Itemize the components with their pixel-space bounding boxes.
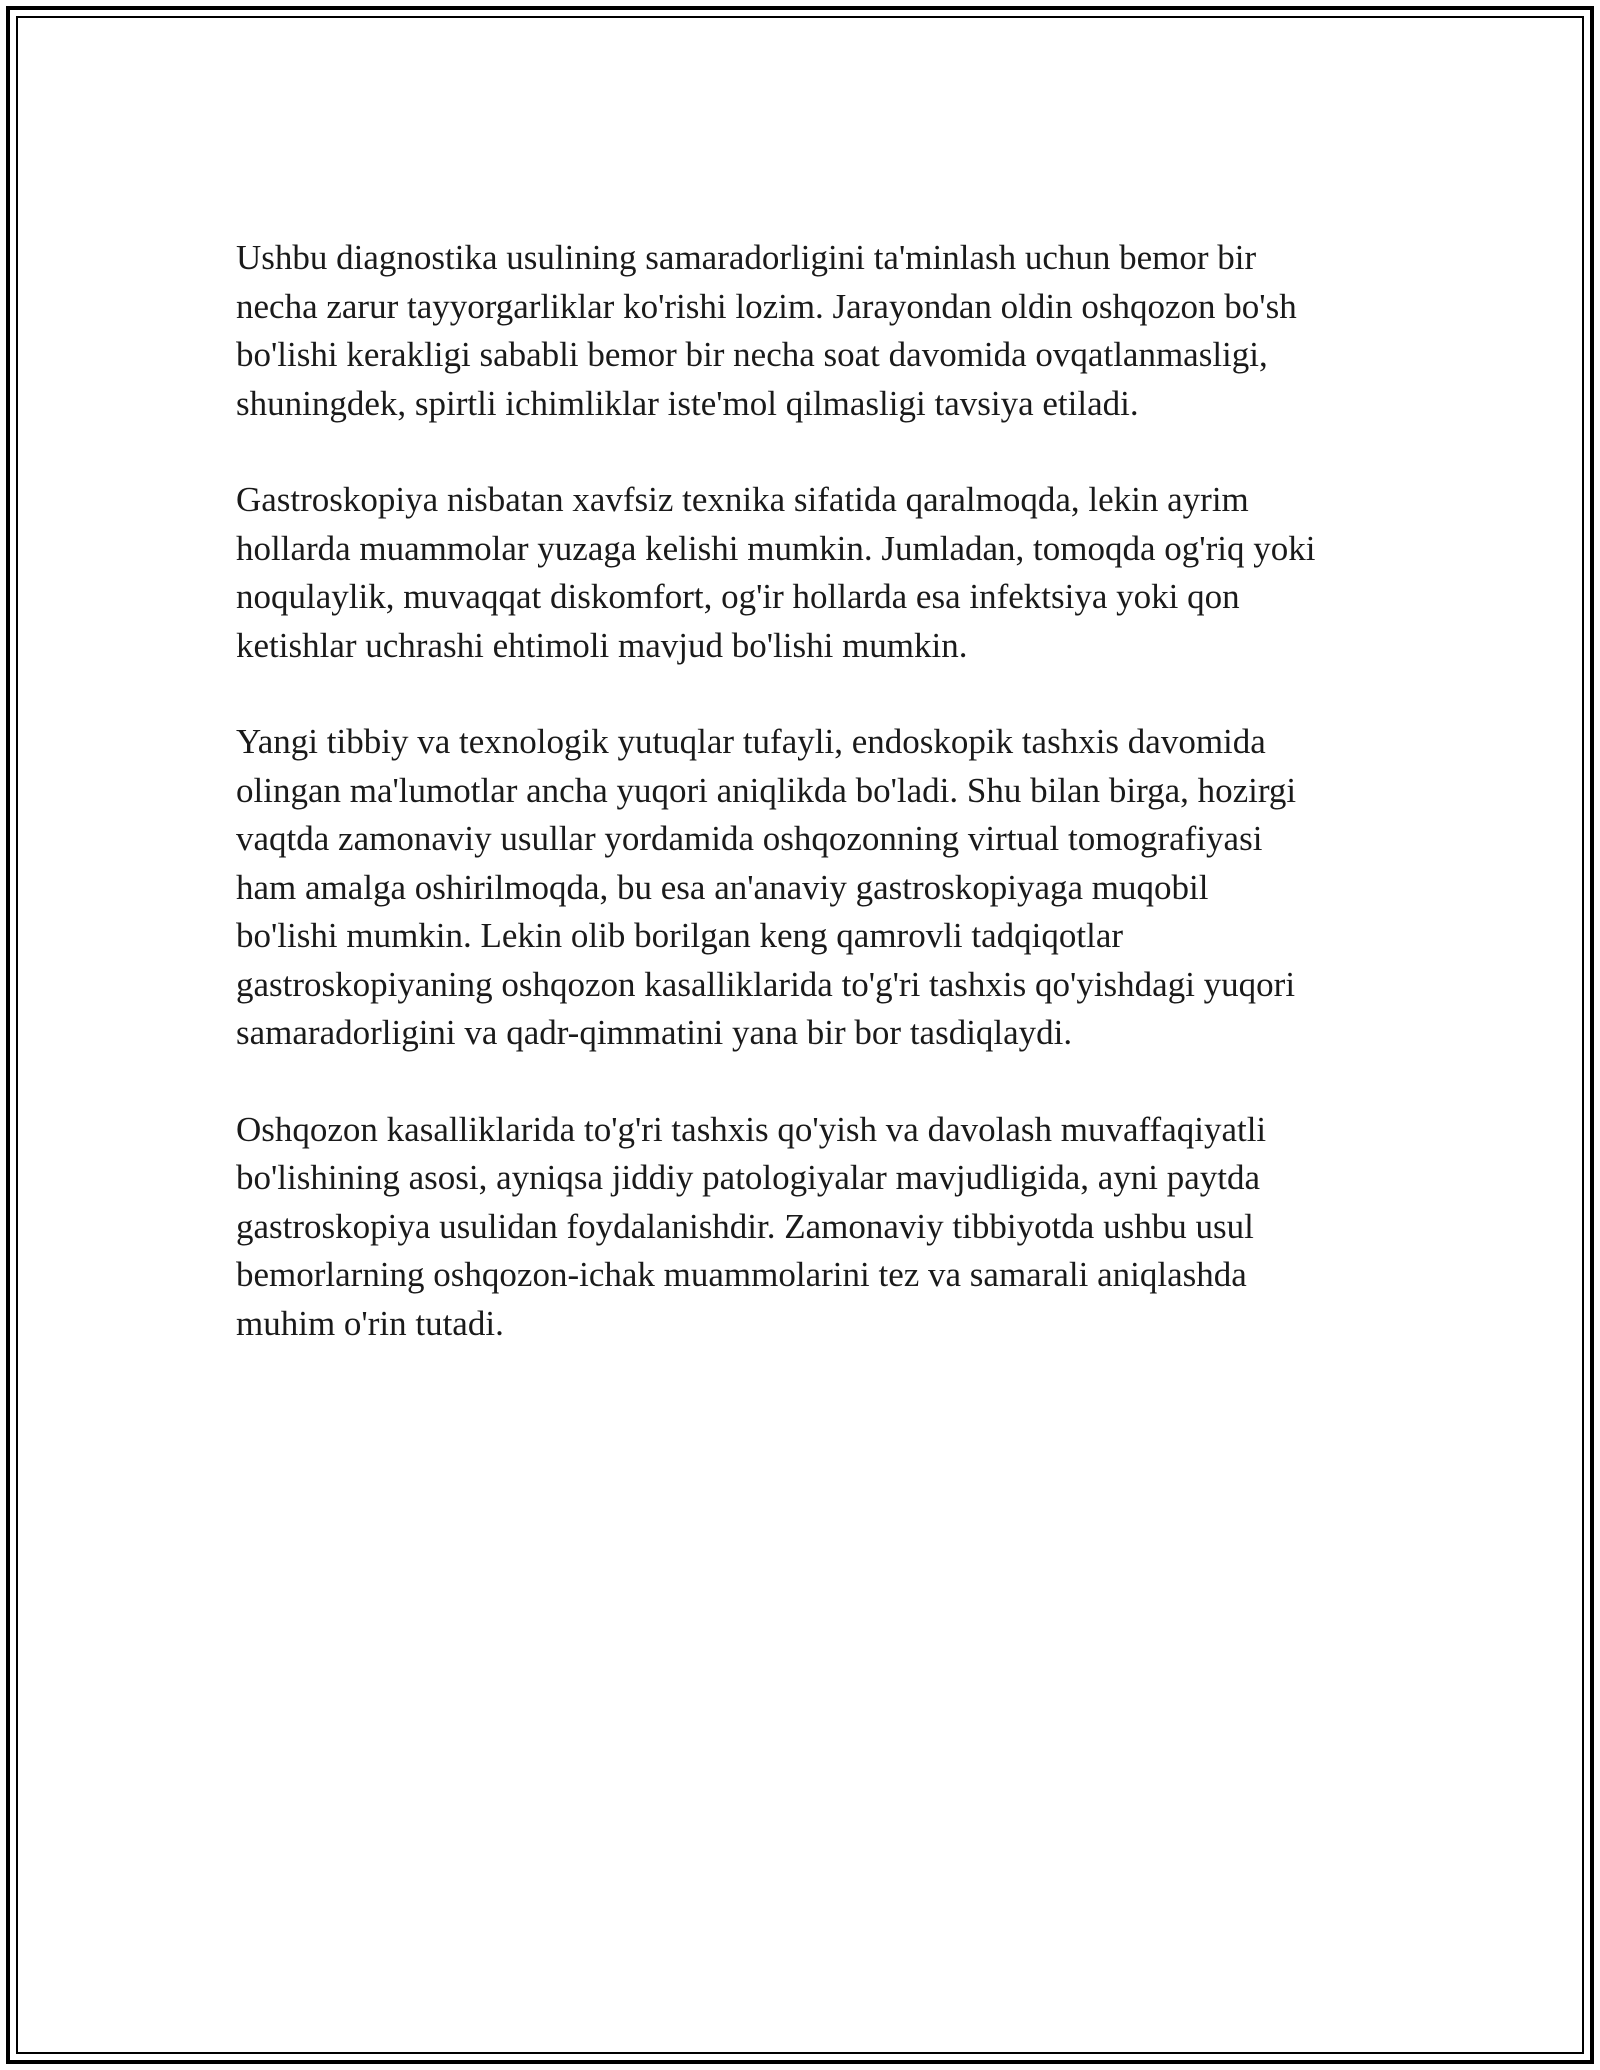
paragraph-advances: Yangi tibbiy va texnologik yutuqlar tufayli, endoskopik tashxis davomida olingan ma'lumotlar ancha yuqori aniqlikda bo'ladi. Shu bilan birga, hozirgi vaqtda zamonaviy usullar yordamida oshqozonning virtual tomografiyasi ham amalga oshirilmoqda, bu esa an'anaviy gastroskopiyaga muqobil bo'lishi mumkin. Lekin olib borilgan keng qamrovli tadqiqotlar gastroskopiyaning oshqozon kasalliklarida to'g'ri tashxis qo'yishdagi yuqori samaradorligini va qadr-qimmatini yana bir bor tasdiqlaydi. bbox=[236, 722, 1297, 1052]
paragraph-risks: Gastroskopiya nisbatan xavfsiz texnika sifatida qaralmoqda, lekin ayrim hollarda muammolar yuzaga kelishi mumkin. Jumladan, tomoqda og'riq yoki noqulaylik, muvaqqat diskomfort, og'ir hollarda esa infektsiya yoki qon ketishlar uchrashi ehtimoli mavjud bo'lishi mumkin. bbox=[236, 480, 1316, 665]
document-body bbox=[236, 234, 1416, 1396]
paragraph-conclusion: Oshqozon kasalliklarida to'g'ri tashxis qo'yish va davolash muvaffaqiyatli bo'lishining asosi, ayniqsa jiddiy patologiyalar mavjudligida, ayni paytda gastroskopiya usulidan foydalanishdir. Zamonaviy tibbiyotda ushbu usul bemorlarning oshqozon-ichak muammolarini tez va samarali aniqlashda muhim o'rin tutadi. bbox=[236, 1109, 1267, 1343]
paragraph-preparation: Ushbu diagnostika usulining samaradorligini ta'minlash uchun bemor bir necha zarur tayyorgarliklar ko'rishi lozim. Jarayondan oldin oshqozon bo'sh bo'lishi kerakligi sababli bemor bir necha soat davomida ovqatlanmasligi, shuningdek, spirtli ichimliklar iste'mol qilmasligi tavsiya etiladi. bbox=[236, 238, 1297, 423]
